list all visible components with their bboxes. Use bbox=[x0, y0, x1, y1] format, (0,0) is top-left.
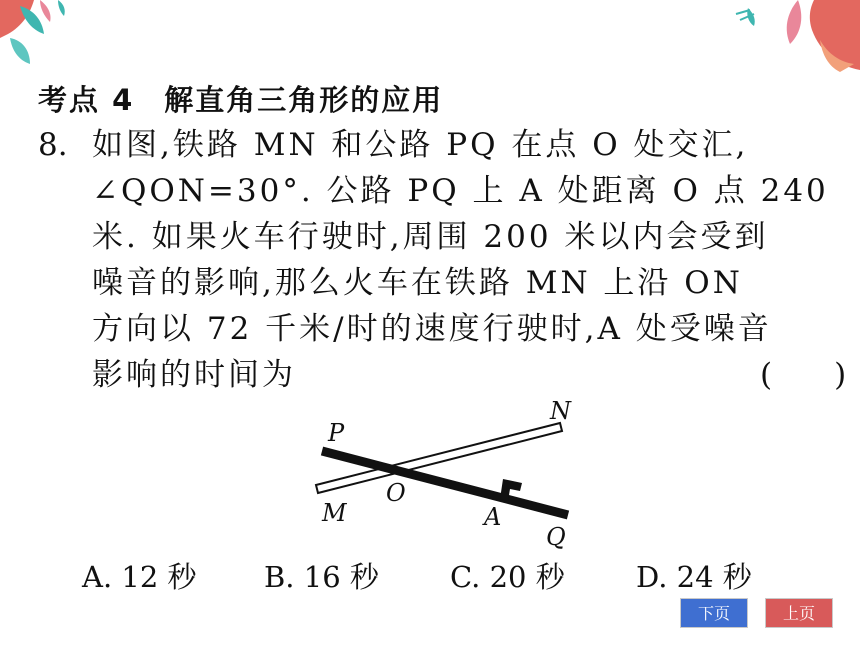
corner-decoration-right-icon bbox=[728, 0, 860, 72]
option-d-letter: D. bbox=[636, 560, 668, 594]
answer-bracket: ( ) bbox=[760, 357, 847, 393]
question-line-1: 如图,铁路 MN 和公路 PQ 在点 O 处交汇, bbox=[92, 127, 749, 163]
option-b-text: 16 秒 bbox=[303, 560, 379, 594]
question-line-4: 噪音的影响,那么火车在铁路 MN 上沿 ON bbox=[92, 265, 743, 301]
section-label: 考点 4 bbox=[38, 83, 135, 117]
option-d-text: 24 秒 bbox=[676, 560, 752, 594]
question-line-5: 方向以 72 千米/时的速度行驶时,A 处受噪音 bbox=[92, 311, 772, 347]
answer-options bbox=[82, 555, 752, 596]
label-q: Q bbox=[546, 523, 566, 551]
option-c-text: 20 秒 bbox=[489, 560, 565, 594]
option-b-letter: B. bbox=[264, 560, 295, 594]
option-d bbox=[636, 555, 752, 596]
section-title bbox=[38, 78, 443, 119]
label-o: O bbox=[386, 479, 406, 507]
corner-decoration-left-icon bbox=[0, 0, 80, 80]
previous-page-button[interactable]: 上页 bbox=[765, 598, 833, 628]
question-line-3: 米. 如果火车行驶时,周围 200 米以内会受到 bbox=[92, 219, 769, 255]
section-topic: 解直角三角形的应用 bbox=[164, 83, 444, 117]
option-c-letter: C. bbox=[450, 560, 481, 594]
label-m: M bbox=[322, 499, 347, 527]
question-line-2: ∠QON=30°. 公路 PQ 上 A 处距离 O 点 240 bbox=[92, 173, 829, 209]
geometry-diagram bbox=[300, 395, 600, 555]
label-n: N bbox=[550, 397, 571, 425]
question-number: 8. bbox=[38, 127, 68, 163]
label-p: P bbox=[328, 419, 345, 447]
option-a-letter: A. bbox=[82, 560, 113, 594]
option-a bbox=[82, 555, 264, 596]
label-a: A bbox=[484, 503, 502, 531]
next-page-button[interactable]: 下页 bbox=[680, 598, 748, 628]
option-a-text: 12 秒 bbox=[121, 560, 197, 594]
option-b bbox=[264, 555, 450, 596]
question-line-6: 影响的时间为 bbox=[92, 357, 296, 393]
option-c bbox=[450, 555, 636, 596]
